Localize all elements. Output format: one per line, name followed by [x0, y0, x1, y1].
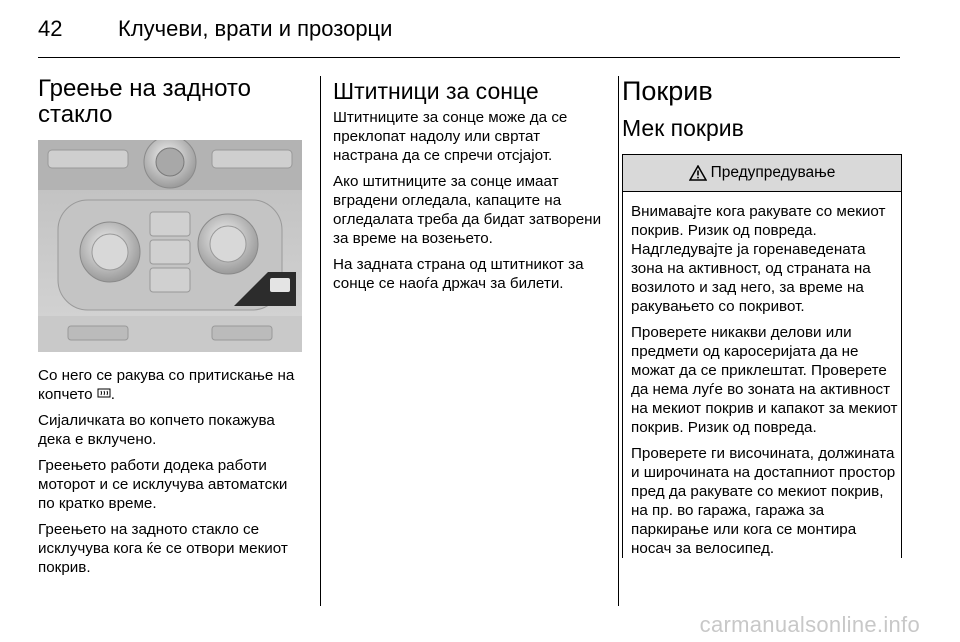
page-number: 42 — [38, 16, 63, 41]
rear-window-heating-section — [38, 76, 308, 584]
rear-window-defrost-icon — [97, 388, 111, 400]
paragraph-2: Сијаличката во копчето покажува дека е вклучено. — [38, 412, 275, 448]
paragraph-4: Греењето на задното стакло се исклучува кога ќе се отвори мекиот покрив. — [38, 521, 288, 576]
paragraph-1-end: . — [110, 386, 116, 403]
header-rule — [38, 57, 900, 58]
warning-paragraph-3: Проверете ги височината, должината и широчината на достапниот простор пред да ракувате со мекиот покрив, на пр. во гаража, гаража за паркирање или кога се монтира носач за велосипед. — [631, 445, 896, 557]
paragraph-2: Ако штитниците за сонце имаат вградени огледала, капаците на огледалата треба да бидат затворени за време на возењето. — [333, 173, 602, 247]
watermark: carmanualsonline.info — [699, 612, 920, 637]
chapter-title: Клучеви, врати и прозорци — [118, 16, 393, 41]
paragraph-1 — [38, 366, 308, 404]
roof-section — [622, 76, 902, 565]
console-buttons-photo — [38, 140, 302, 352]
section-heading: Покрив — [622, 76, 713, 106]
warning-header — [623, 155, 901, 192]
paragraph-3: Греењето работи додека работи моторот и се исклучува автоматски по кратко време. — [38, 457, 288, 512]
section-heading: Греење на задното стакло — [38, 75, 251, 128]
paragraph-1: Штитниците за сонце може да се преклопат надолу или свртат настрана да се спречи отсјајот. — [333, 109, 568, 164]
paragraph-3: На задната страна од штитникот за сонце се наоѓа држач за билети. — [333, 256, 584, 292]
sun-visors-section — [333, 76, 608, 300]
subsection-heading: Мек покрив — [622, 115, 744, 141]
paragraph-1-text: Со него се ракува со притискање на копчето — [38, 367, 295, 403]
warning-paragraph-2: Проверете никакви делови или предмети од каросеријата да не можат да се приклештат. Проверете да нема луѓе во зоната на активност на мекиот покрив и капакот за мекиот покрив. Ризик од повреда. — [631, 324, 898, 436]
warning-triangle-icon — [689, 165, 707, 181]
column-divider-2 — [618, 76, 619, 606]
warning-paragraph-1: Внимавајте кога ракувате со мекиот покрив. Ризик од повреда. Надгледувајте ја горенаведената зона на активност, од страната на возилото и зад него, за време на ракувањето со покривот. — [631, 203, 886, 315]
section-heading: Штитници за сонце — [333, 78, 539, 104]
column-divider-1 — [320, 76, 321, 606]
warning-box — [622, 154, 902, 558]
warning-title: Предупредување — [710, 164, 836, 181]
